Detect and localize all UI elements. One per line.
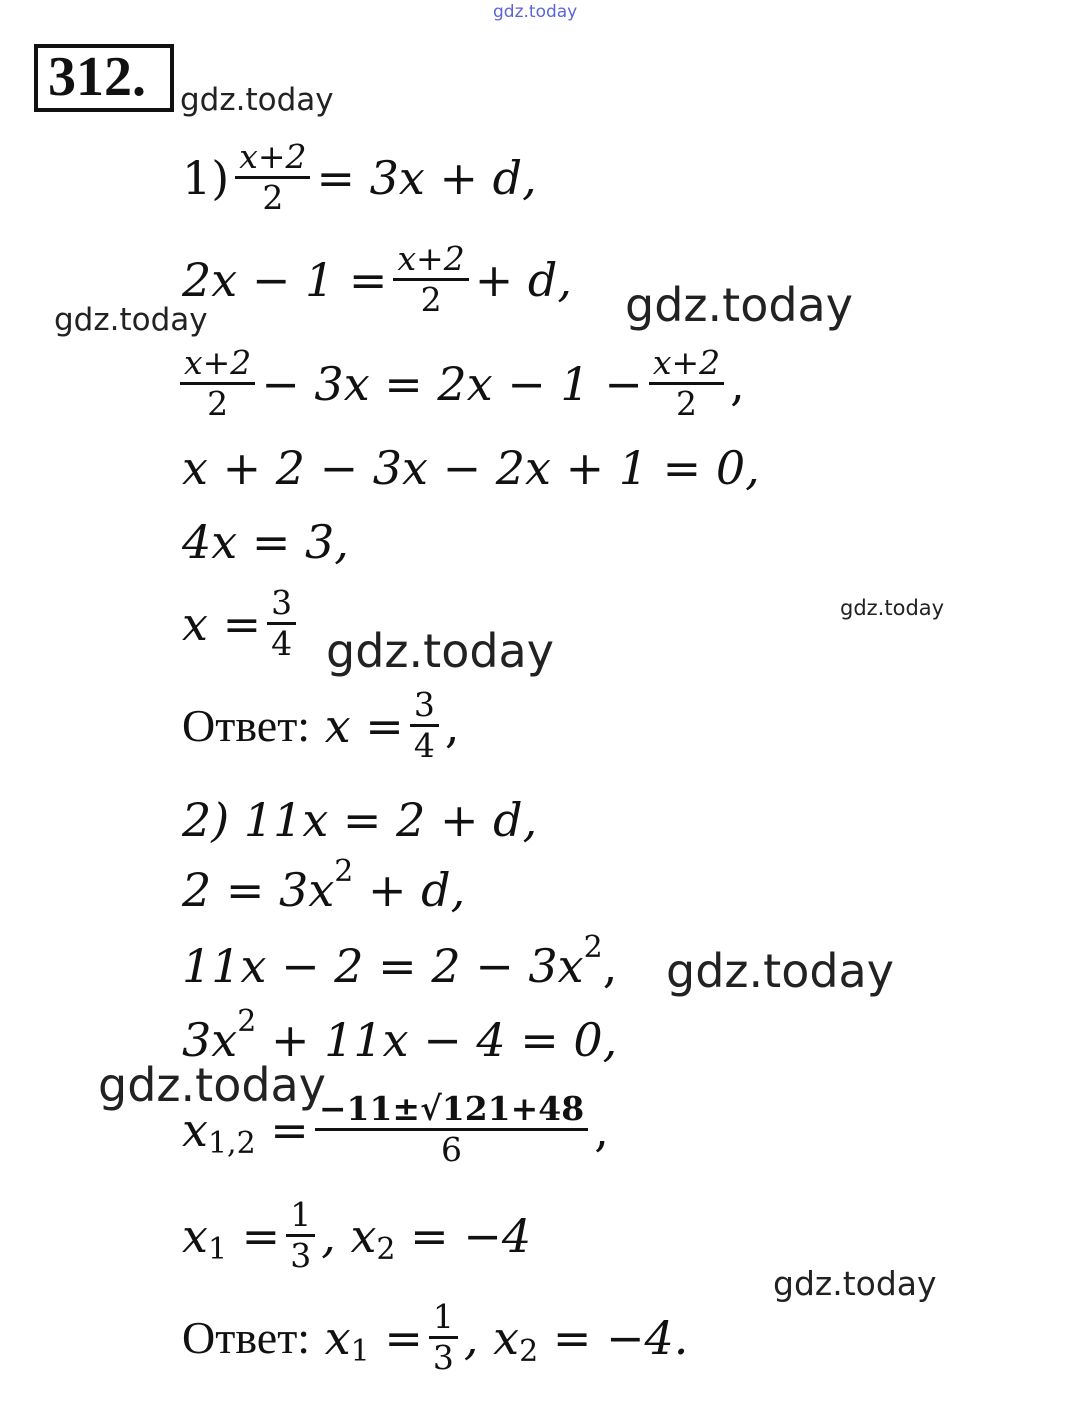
equation-line-8 bbox=[182, 792, 537, 848]
equals: = bbox=[241, 1208, 281, 1263]
denominator: 2 bbox=[675, 384, 697, 423]
answer-line-2 bbox=[182, 1298, 688, 1377]
equation-line-13 bbox=[182, 1196, 531, 1275]
denominator: 3 bbox=[432, 1338, 454, 1377]
equation-text: 2x − 1 = bbox=[182, 252, 388, 307]
exponent: 2 bbox=[237, 1004, 257, 1039]
watermark: gdz.today bbox=[326, 624, 554, 678]
equation-text: − 3x = 2x − 1 − bbox=[261, 356, 643, 411]
equation-text: = −4 bbox=[410, 1208, 532, 1263]
numerator: 3 bbox=[267, 584, 296, 625]
fraction bbox=[286, 1196, 315, 1275]
variable: x bbox=[324, 1310, 351, 1365]
numerator: x+2 bbox=[393, 240, 468, 281]
equation-text: 2 = 3x bbox=[182, 863, 335, 917]
equation-text: + 11x − 4 = 0, bbox=[270, 1013, 618, 1067]
subscript: 2 bbox=[376, 1231, 396, 1267]
answer-line-1 bbox=[182, 686, 459, 765]
equation-line-2 bbox=[182, 240, 572, 319]
fraction bbox=[267, 584, 296, 663]
watermark: gdz.today bbox=[840, 596, 945, 620]
equation-text: + d, bbox=[367, 863, 466, 917]
comma: , bbox=[444, 698, 460, 753]
equation-text: = 3x + d, bbox=[316, 150, 537, 205]
numerator: x+2 bbox=[180, 344, 255, 385]
watermark: gdz.today bbox=[625, 278, 853, 332]
fraction bbox=[429, 1298, 458, 1377]
fraction bbox=[235, 138, 310, 217]
equation-text: 11x − 2 = 2 − 3x bbox=[182, 939, 584, 993]
equation-line-9 bbox=[182, 854, 466, 918]
answer-label: Ответ: bbox=[182, 699, 311, 751]
equation-line-1 bbox=[182, 138, 537, 217]
equation-line-10 bbox=[182, 930, 618, 994]
comma: , bbox=[594, 1102, 609, 1157]
subscript: 2 bbox=[519, 1333, 539, 1369]
watermark: gdz.today bbox=[54, 302, 208, 338]
equals: = bbox=[270, 1102, 309, 1157]
fraction bbox=[315, 1090, 588, 1169]
variable: x bbox=[182, 1208, 208, 1263]
fraction bbox=[410, 686, 439, 765]
exponent: 2 bbox=[334, 854, 354, 889]
equation-text: = −4. bbox=[552, 1310, 689, 1365]
subscript: 1 bbox=[350, 1333, 370, 1369]
watermark: gdz.today bbox=[773, 1264, 937, 1303]
equation-line-6 bbox=[182, 584, 302, 663]
equals: = bbox=[384, 1310, 423, 1365]
numerator: 1 bbox=[429, 1298, 458, 1339]
denominator: 4 bbox=[271, 624, 293, 663]
numerator: x+2 bbox=[235, 138, 310, 179]
fraction bbox=[393, 240, 468, 319]
equation-text: x = bbox=[324, 698, 404, 753]
denominator: 2 bbox=[420, 280, 442, 319]
numerator: 3 bbox=[410, 686, 439, 727]
denominator: 6 bbox=[441, 1130, 463, 1169]
numerator: 1 bbox=[286, 1196, 315, 1237]
equation-line-5 bbox=[182, 514, 349, 570]
equation-text: 3x bbox=[182, 1013, 238, 1067]
fraction bbox=[180, 344, 255, 423]
watermark-top: gdz.today bbox=[493, 2, 578, 22]
part-label: 1) bbox=[182, 150, 230, 205]
comma: , bbox=[602, 939, 618, 993]
numerator: −11±√121+48 bbox=[315, 1090, 588, 1131]
fraction bbox=[649, 344, 724, 423]
equation-line-12 bbox=[182, 1090, 609, 1169]
equation-text: , x bbox=[321, 1208, 377, 1263]
equation-text: 2) 11x = 2 + d, bbox=[182, 793, 538, 847]
answer-label: Ответ: bbox=[182, 1311, 311, 1363]
equation-text: x + 2 − 3x − 2x + 1 = 0, bbox=[182, 441, 760, 495]
equation-line-3 bbox=[174, 344, 745, 423]
comma: , bbox=[730, 356, 745, 411]
problem-number: 312. bbox=[34, 44, 174, 112]
denominator: 4 bbox=[413, 726, 435, 765]
equation-text: , x bbox=[463, 1310, 520, 1365]
denominator: 2 bbox=[262, 178, 284, 217]
exponent: 2 bbox=[583, 930, 603, 965]
denominator: 2 bbox=[207, 384, 229, 423]
numerator: x+2 bbox=[649, 344, 724, 385]
equation-text: + d, bbox=[474, 252, 572, 307]
equation-line-4 bbox=[182, 440, 760, 496]
denominator: 3 bbox=[290, 1236, 312, 1275]
subscript: 1,2 bbox=[207, 1125, 256, 1161]
watermark: gdz.today bbox=[98, 1058, 326, 1112]
equation-text: x = bbox=[182, 596, 262, 651]
watermark: gdz.today bbox=[666, 944, 894, 998]
watermark: gdz.today bbox=[180, 82, 334, 118]
subscript: 1 bbox=[207, 1231, 228, 1267]
equation-text: x bbox=[182, 1102, 208, 1157]
equation-text: 4x = 3, bbox=[182, 515, 349, 569]
